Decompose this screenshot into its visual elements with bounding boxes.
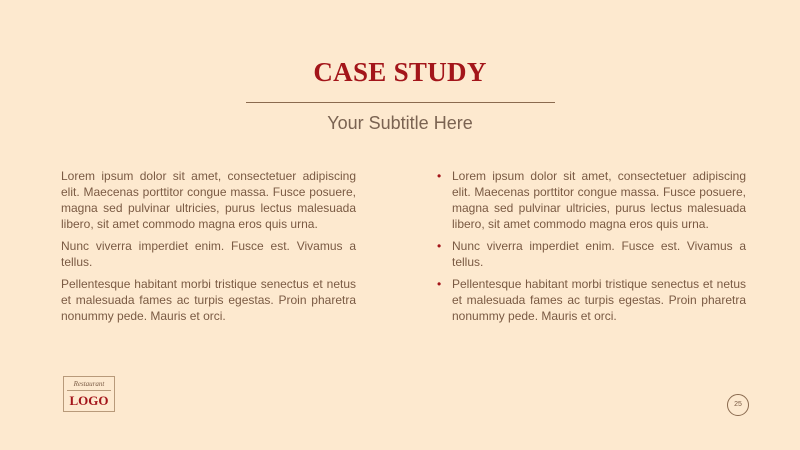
bullet-text-3: Pellentesque habitant morbi tristique senectus et netus et malesuada fames ac turpis egestas. Proin pharetra nonummy pede. Mauris et orci.: [452, 277, 746, 323]
right-bullet-column: [437, 168, 746, 330]
bullet-dot-icon: •: [437, 277, 442, 291]
bullet-item-3: [437, 276, 746, 324]
bullet-item-2: [437, 238, 746, 270]
slide-subtitle: Your Subtitle Here: [327, 113, 473, 133]
page-number-badge: 25: [727, 394, 749, 416]
left-paragraph-3: Pellentesque habitant morbi tristique senectus et netus et malesuada fames ac turpis egestas. Proin pharetra nonummy pede. Mauris et orci.: [61, 277, 356, 323]
logo-big-text: LOGO: [69, 393, 109, 408]
slide-title: CASE STUDY: [313, 57, 487, 87]
left-paragraph-2: Nunc viverra imperdiet enim. Fusce est. Vivamus a tellus.: [61, 239, 356, 269]
title-divider: [246, 102, 555, 103]
bullet-dot-icon: •: [437, 169, 442, 183]
bullet-text-2: Nunc viverra imperdiet enim. Fusce est. Vivamus a tellus.: [452, 239, 746, 269]
bullet-item-1: [437, 168, 746, 232]
bullet-text-1: Lorem ipsum dolor sit amet, consectetuer adipiscing elit. Maecenas porttitor congue massa. Fusce posuere, magna sed pulvinar ultricies, purus lectus malesuada libero, sit amet commodo magna eros quis urna.: [452, 169, 746, 231]
left-text-column: [61, 168, 356, 330]
logo-small-text: Restaurant: [73, 380, 105, 388]
restaurant-logo: [63, 376, 115, 412]
logo-divider: [67, 390, 111, 391]
bullet-list: [437, 168, 746, 324]
bullet-dot-icon: •: [437, 239, 442, 253]
left-paragraph-1: Lorem ipsum dolor sit amet, consectetuer adipiscing elit. Maecenas porttitor congue massa. Fusce posuere, magna sed pulvinar ultricies, purus lectus malesuada libero, sit amet commodo magna eros quis urna.: [61, 169, 356, 231]
